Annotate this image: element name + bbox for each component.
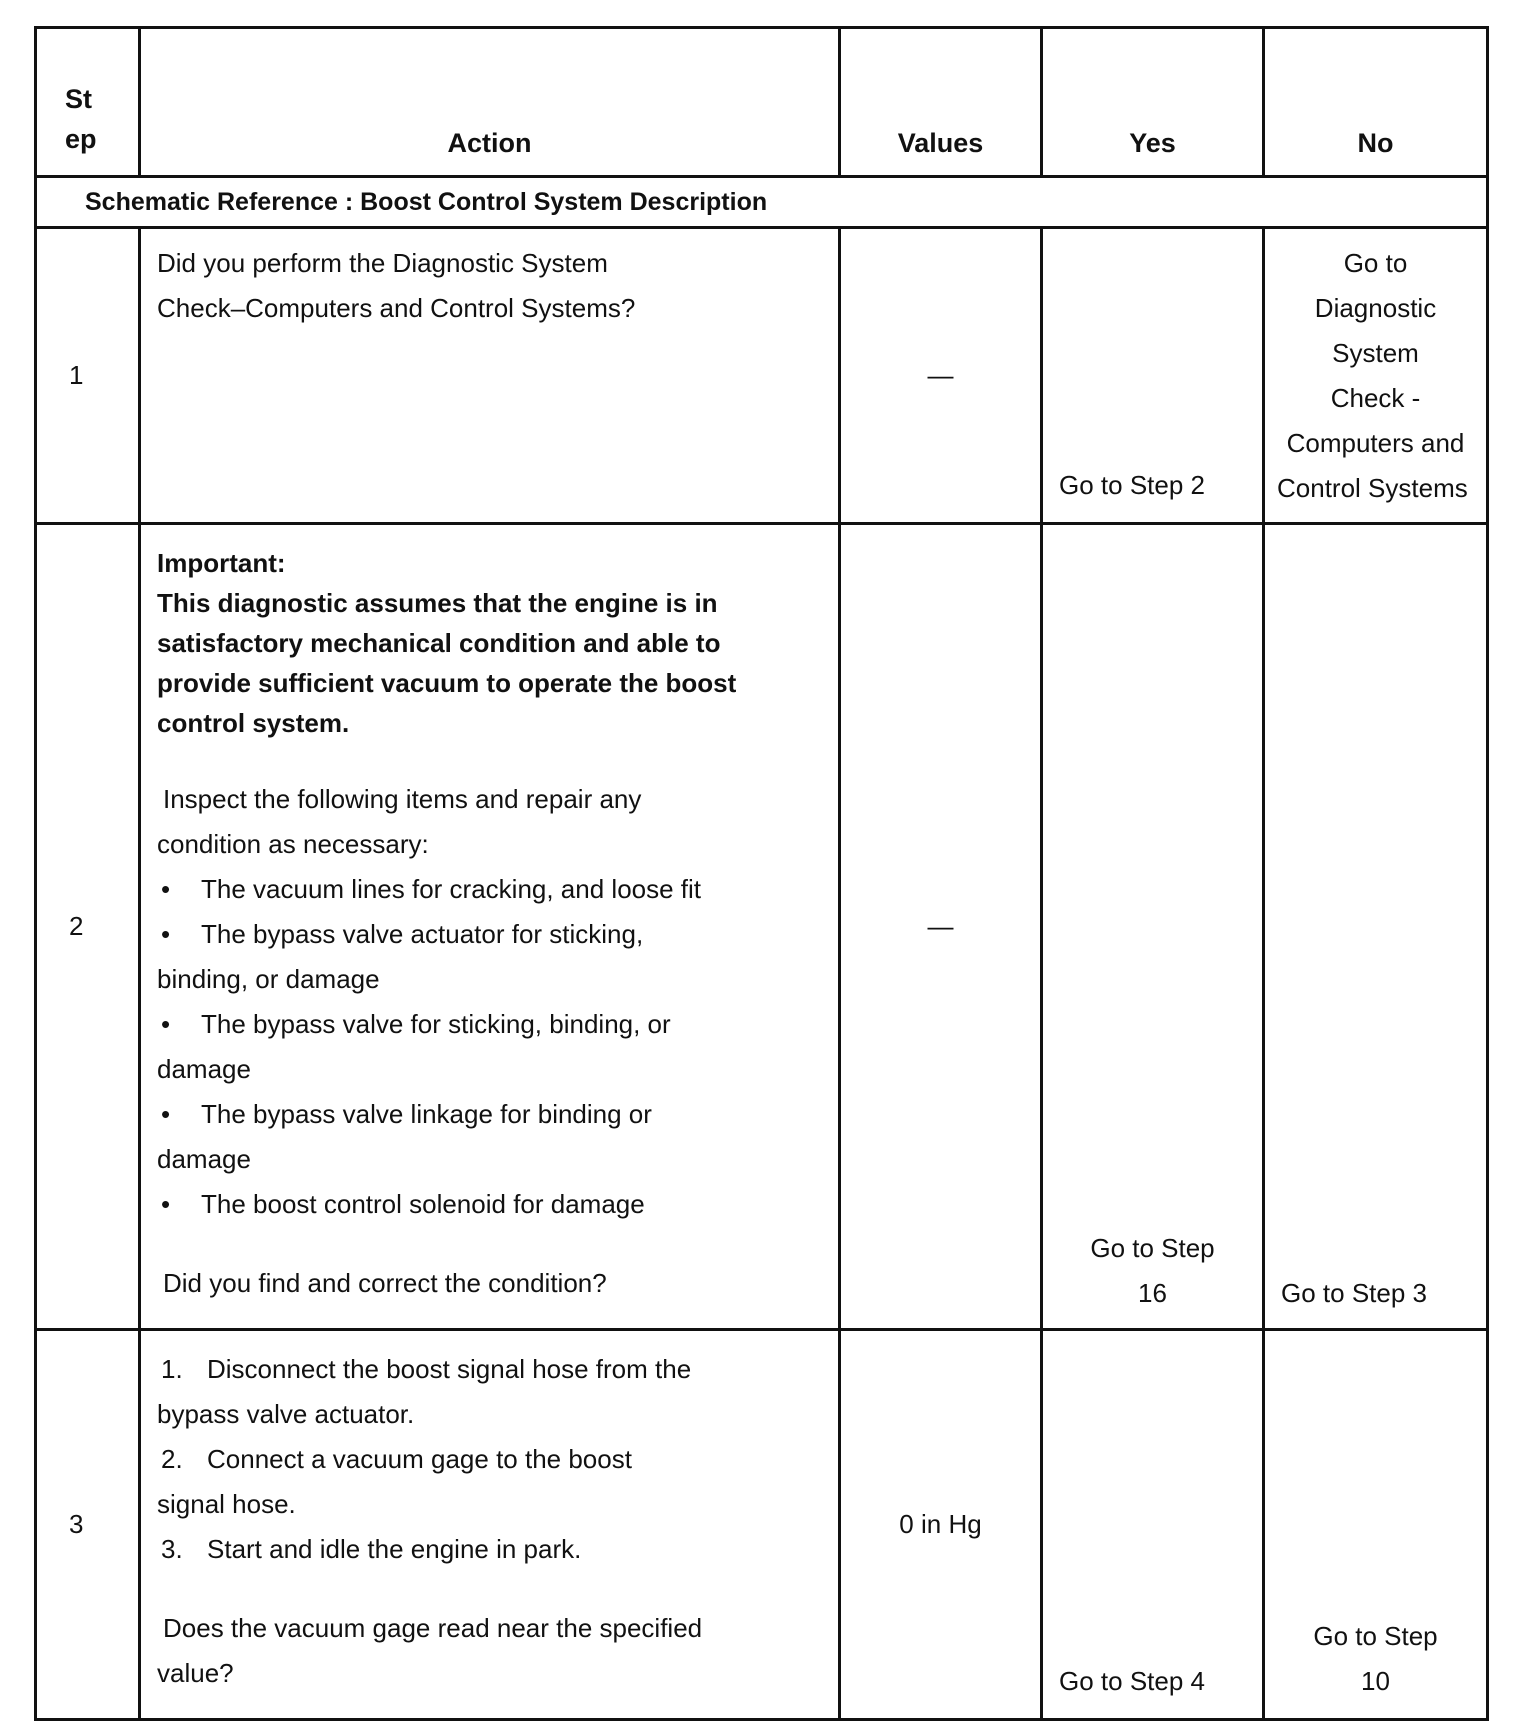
diagnostic-table (34, 26, 1489, 1721)
header-step (36, 28, 140, 177)
bullet-item: • The vacuum lines for cracking, and loose fit (157, 867, 822, 912)
no-line: Control Systems (1277, 473, 1468, 503)
item-text: Disconnect the boost signal hose from the (207, 1354, 692, 1384)
no-link[interactable]: Go to Step 3 (1281, 1278, 1427, 1308)
bullet-item: • The boost control solenoid for damage (157, 1182, 822, 1227)
item-number: 3. (161, 1534, 183, 1564)
bullet-continuation: binding, or damage (157, 964, 380, 994)
step-action (140, 228, 840, 524)
important-text: satisfactory mechanical condition and able to (157, 628, 721, 658)
item-number: 2. (161, 1444, 183, 1474)
header-action: Action (140, 28, 840, 177)
bullet-item: • The bypass valve linkage for binding or (157, 1092, 822, 1137)
spacer (157, 1227, 822, 1261)
step-number: 1 (36, 228, 140, 524)
header-step-line1: St (65, 84, 92, 114)
header-no: No (1264, 28, 1488, 177)
important-text: This diagnostic assumes that the engine is in (157, 588, 718, 618)
yes-line: Go to Step (1090, 1233, 1215, 1263)
step-no (1264, 228, 1488, 524)
schematic-row (36, 177, 1488, 228)
step-number: 3 (36, 1330, 140, 1720)
table-row (36, 524, 1488, 1330)
no-line: Go to Step (1313, 1621, 1438, 1651)
step-action (140, 1330, 840, 1720)
spacer (157, 743, 822, 777)
table-row (36, 1330, 1488, 1720)
header-step-line2: ep (65, 124, 97, 154)
step-yes (1042, 1330, 1264, 1720)
step-no (1264, 1330, 1488, 1720)
item-text: Connect a vacuum gage to the boost (207, 1444, 632, 1474)
important-text: provide sufficient vacuum to operate the boost (157, 668, 737, 698)
numbered-item (157, 1437, 822, 1482)
no-line: Go to (1343, 248, 1408, 278)
header-values: Values (840, 28, 1042, 177)
action-line: Did you perform the Diagnostic System (157, 248, 608, 278)
item-continuation: signal hose. (157, 1489, 296, 1519)
question-line: Did you find and correct the condition? (163, 1268, 607, 1298)
step-value: 0 in Hg (840, 1330, 1042, 1720)
step-yes (1042, 524, 1264, 1330)
yes-link[interactable]: Go to Step 4 (1059, 1666, 1205, 1696)
step-no (1264, 524, 1488, 1330)
step-yes (1042, 228, 1264, 524)
action-line: Check–Computers and Control Systems? (157, 293, 636, 323)
numbered-item (157, 1527, 822, 1572)
important-text: control system. (157, 708, 350, 738)
no-line: 10 (1361, 1666, 1390, 1696)
no-line: System (1332, 338, 1419, 368)
header-row (36, 28, 1488, 177)
no-line: Check - (1330, 383, 1421, 413)
step-action (140, 524, 840, 1330)
numbered-item (157, 1347, 822, 1392)
bullet-continuation: damage (157, 1054, 251, 1084)
yes-link[interactable]: Go to Step 2 (1059, 470, 1205, 500)
yes-link[interactable] (1043, 1226, 1262, 1316)
table-row (36, 228, 1488, 524)
important-label: Important: (157, 548, 286, 578)
item-text: Start and idle the engine in park. (207, 1534, 582, 1564)
no-link[interactable] (1265, 241, 1486, 511)
no-line: Computers and (1286, 428, 1465, 458)
schematic-reference: Schematic Reference : Boost Control System Description (36, 177, 1488, 228)
yes-line: 16 (1138, 1278, 1167, 1308)
header-yes: Yes (1042, 28, 1264, 177)
step-number: 2 (36, 524, 140, 1330)
step-value: — (840, 228, 1042, 524)
bullet-item: • The bypass valve for sticking, binding, or (157, 1002, 822, 1047)
no-line: Diagnostic (1314, 293, 1437, 323)
step-value: — (840, 524, 1042, 1330)
item-continuation: bypass valve actuator. (157, 1399, 415, 1429)
question-line: value? (157, 1658, 234, 1688)
bullet-continuation: damage (157, 1144, 251, 1174)
intro-line: Inspect the following items and repair any (163, 784, 642, 814)
intro-line: condition as necessary: (157, 829, 429, 859)
question-line: Does the vacuum gage read near the specified (163, 1613, 703, 1643)
spacer (157, 1572, 822, 1606)
no-link[interactable] (1265, 1614, 1486, 1704)
item-number: 1. (161, 1354, 183, 1384)
bullet-item: • The bypass valve actuator for sticking, (157, 912, 822, 957)
